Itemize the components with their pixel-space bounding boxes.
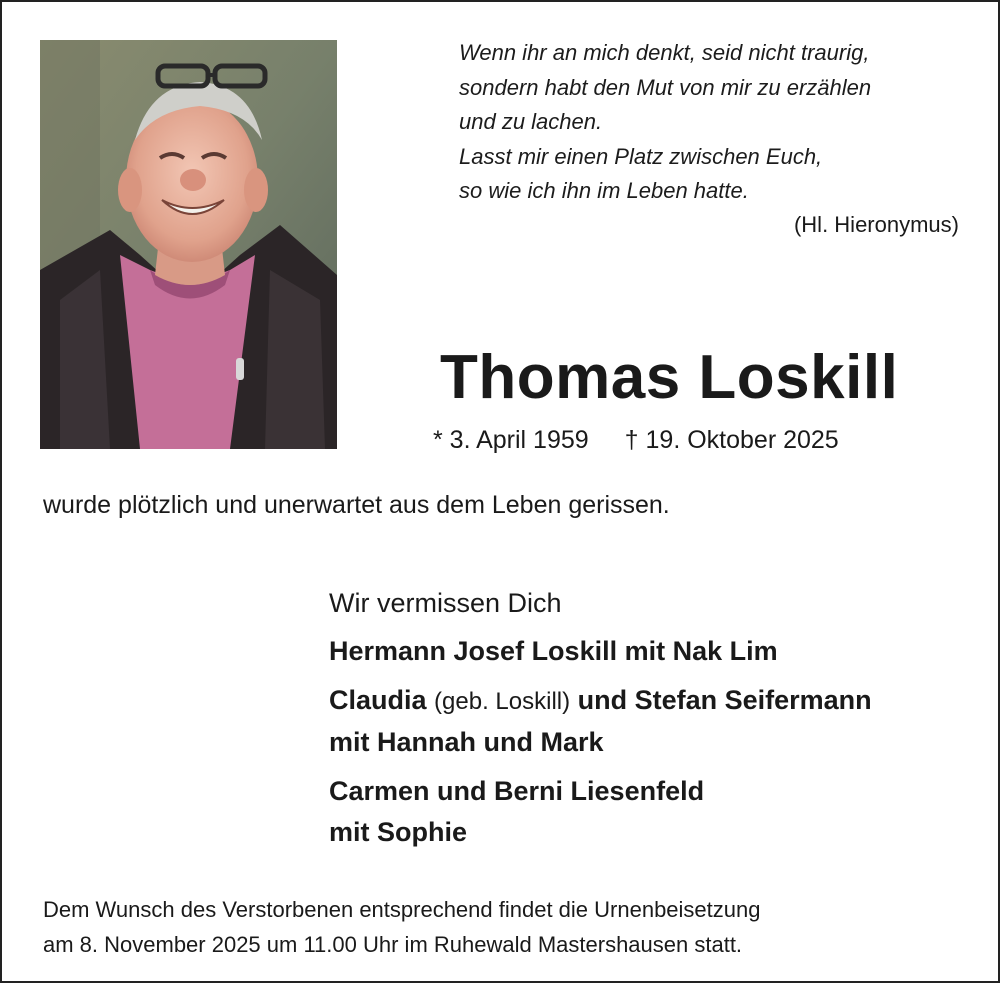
quote-line: und zu lachen. [459,109,603,134]
mourners-block [329,583,872,853]
quote-line: so wie ich ihn im Leben hatte. [459,178,749,203]
burial-notice-line: am 8. November 2025 um 11.00 Uhr im Ruhewald Mastershausen statt. [43,931,743,957]
life-dates [433,420,839,460]
mourner-group [329,631,872,672]
maiden-name: (geb. Loskill) [434,688,571,715]
mourner-line: mit Hannah und Mark [329,727,604,757]
memorial-quote [459,36,959,209]
quote-line: Lasst mir einen Platz zwischen Euch, [459,143,823,169]
death-date: † 19. Oktober 2025 [624,426,839,454]
mourner-line: Carmen und Berni Liesenfeld [329,776,705,806]
quote-line: Wenn ihr an mich denkt, seid nicht traurig, [459,40,870,65]
burial-notice-line: Dem Wunsch des Verstorbenen entsprechend findet die Urnenbeisetzung [43,897,761,922]
mourner-name: Claudia [329,685,427,715]
announcement-text: wurde plötzlich und unerwartet aus dem Leben gerissen. [43,491,670,519]
mourner-name: und Stefan Seifermann [577,685,872,715]
mourner-group [329,680,872,763]
portrait-photo [40,40,337,449]
burial-notice [43,893,963,962]
mourner-line [329,680,872,722]
quote-line: sondern habt den Mut von mir zu erzählen [459,74,872,100]
mourner-group [329,771,872,853]
mourner-line: mit Sophie [329,817,468,847]
quote-source: (Hl. Hieronymus) [793,212,959,237]
mourner-line: Hermann Josef Loskill mit Nak Lim [329,636,778,666]
deceased-name: Thomas Loskill [440,343,899,412]
birth-date: * 3. April 1959 [433,426,589,454]
mourners-intro: Wir vermissen Dich [329,588,562,618]
